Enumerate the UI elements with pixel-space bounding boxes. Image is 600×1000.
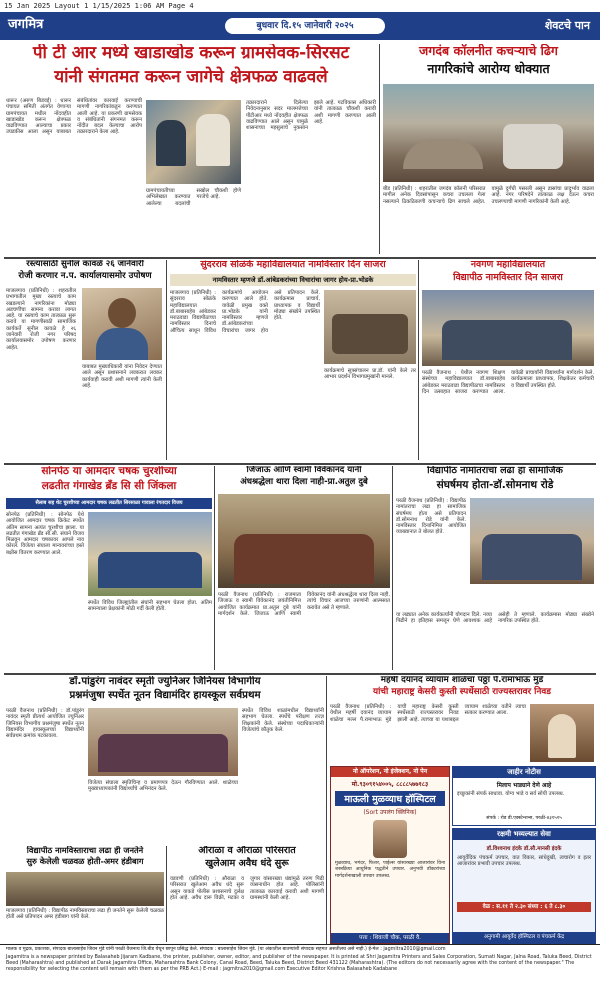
road-article: [6, 260, 164, 462]
namantar-photo: [6, 872, 164, 906]
hospital-name: माऊली मुळव्याध हॉस्पिटल: [335, 791, 445, 806]
clinic-ad: [452, 828, 596, 944]
garbage-photo: [383, 84, 594, 182]
aurala-headline-line-2: खुलेआम अवैध धंदे सुरू: [205, 858, 289, 869]
namantar-headline-line-1: विद्यापीठ नामविस्ताराचा लढा ही जनतेने: [26, 846, 144, 855]
navganath-headline-line-2: विद्यापीठ नामविस्तार दिन साजरा: [453, 272, 563, 283]
divider: [4, 673, 596, 675]
lead-body-left: धारूर (अरुण बिडवई) : धारूर पंचायत समिती अंतर्गत येणाऱ्या ग्रामपंचायत मधील नोंदवहीत खाडाखोड करून क्षेत्रफळ वाढविण्यात आल्याचा प्रकार उघडकीस आला असून याबाबत संबंधितांवर कारवाई करण्याची मागणी नागरिकांकडून करण्यात आली आहे. या प्रकरणी ग्रामसेवक व संबंधितांनी संगनमत करून नोंदीत बदल केल्याचा आरोप तक्रारदाराने केला आहे.: [6, 98, 142, 136]
sonpeth-body-left: सोनपेठ (प्रतिनिधी) : सोनपेठ येथे आयोजित आमदार चषक क्रिकेट स्पर्धेत अंतिम सामना अत्यंत चुरशीचा झाला. या लढतीत गंगाखेड ब्रँड सी.सी. संघाने विजय मिळवून आमदार चषकावर आपले नाव कोरले. विजेत्या संघाला मान्यवरांच्या हस्ते बक्षीस वितरण करण्यात आले.: [6, 512, 84, 556]
vidyapeeth-headline-line-2: संघर्षमय होता-डॉ.सोमनाथ रोडे: [436, 479, 554, 491]
masthead: [0, 12, 600, 40]
dayanand-article: [330, 676, 594, 764]
clinic-ad-footer: अनुगामी आयुर्वेद हॉस्पिटल व पंचकर्म केंद्र: [453, 932, 595, 943]
sundarrao-body: माजलगाव (प्रतिनिधी) : सुंदरराव सोळंके महाविद्यालयात डॉ.बाबासाहेब आंबेडकर मराठवाडा विद्यापीठाच्या नामविस्तार दिनाचे औचित्य साधून विविध कार्यक्रमांचे आयोजन करण्यात आले होते. यावेळी प्रमुख वक्ते प्रा.भोडके यांनी नामविस्तार म्हणजे डॉ.आंबेडकरांच्या विचारांचा जागर होय असे प्रतिपादन केले. कार्यक्रमास प्राचार्य, प्राध्यापक व विद्यार्थी मोठ्या संख्येने उपस्थित होते.: [170, 290, 320, 334]
vidyapeeth-body-right: या लढ्यात अनेक कार्यकर्त्यांनी योगदान दिले. नव्या पिढीने हा इतिहास समजून घेणे आवश्यक आहे असेही ते म्हणाले. कार्यक्रमास मोठ्या संख्येने नागरिक उपस्थित होते.: [396, 612, 594, 625]
hospital-subname: (Sort उपलंग क्लिनिक): [363, 809, 417, 816]
navandar-body-left: परळी वैजनाथ (प्रतिनिधी) : डॉ.पांडुरंग नावंदर स्मृती प्रीत्यर्थ आयोजित ज्युनिअर जिनियस विभागीय प्रश्नमंजुषा स्पर्धेत नूतन विद्यामंदिर हायस्कूलच्या विद्यार्थ्यांनी सर्वप्रथम क्रमांक पटकावला.: [6, 708, 84, 740]
page-file-line: 15 Jan 2025 Layout 1 1/15/2025 1:06 AM Page 4: [4, 2, 194, 10]
sonpeth-headline-line-2: लढतीत गंगाखेड ब्रँड सि सी जिंकला: [41, 480, 177, 492]
navganath-photo: [422, 290, 594, 366]
vidyapeeth-headline-line-1: विद्यापीठ नामांतराचा लढा हा सामाजिक: [427, 466, 563, 476]
imprint-english: Jagamitra is a newspaper printed by Balasaheb Jijaram Kadbane, the printer, publisher, owner, editor, and publisher of the newspaper. It is printed at Shri Jagamitra Printers and Sales Corporation, Sumati Nagar, Jalna Road, Taluka Beed, District Beed (Maharashtra) and published at Darak Jagamitra Office, Maharashtra Bank Colony, Canal Road, Beed, Taluka Beed, District Beed 431122 (Maharashtra). (The editors do not necessarily agree with the content of the newspaper." The responsibility for selecting the content will remain with them as per the PRB Act.) E-mail : jagmitra2010@gmail.com Executive Editor Krishna Balasaheb Kadabane: [6, 955, 592, 972]
divider: [4, 257, 596, 259]
vidyapeeth-article: [396, 466, 594, 672]
lead-headline-line-1: पी टी आर मध्ये खाडाखोड करून ग्रामसेवक-सिरसट: [32, 44, 350, 63]
navandar-article: [6, 676, 324, 844]
sale-ad: [452, 766, 596, 826]
hospital-tagline: नो ऑपरेशन, नो इंजेक्शन, नो पेन: [331, 767, 449, 777]
navandar-headline-line-1: डॉ.पांडुरंग नावंदर स्मृती ज्युनिअर जिनियस विभागीय: [69, 676, 261, 687]
sundarrao-headline: सुंदरराव सोळंके महाविद्यालयात नामविस्तार दिन साजरा: [200, 260, 386, 270]
vidyapeeth-body-left: परळी वैजनाथ (प्रतिनिधी) : विद्यापीठ नामांतराचा लढा हा सामाजिक संघर्षमय होता असे प्रतिपादन डॉ.सोमनाथ रोडे यांनी केले. नामविस्तार दिनानिमित्त आयोजित व्याख्यानात ते बोलत होते.: [396, 498, 466, 536]
clinic-ad-time: वेळ : स.११ ते २.३० संध्या : ६ ते ८.३०: [457, 902, 591, 912]
lead-photo: [146, 100, 241, 184]
namantar-headline-line-2: सुरु केलेली चळवळ होती-अमर हंडीबाग: [26, 856, 144, 866]
vidyapeeth-photo: [470, 498, 594, 584]
divider: [418, 260, 419, 460]
namantar-article: [6, 846, 164, 942]
divider: [166, 260, 167, 460]
lead-article: [6, 44, 376, 255]
imprint-marathi: मालक व मुद्रक, प्रकाशक, संपादक बालासाहेब जिवन मुंडे यांनी परळी वैजनाथ जि.बीड येथून छापून प्रसिद्ध केले. संपादक : बालासाहेब जिवन मुंडे. (या अंकातील बातम्यांशी संपादक सहमत असतीलच असे नाही.) ई-मेल : jagmitra2010@gmail.com: [6, 947, 446, 952]
road-person-photo: [82, 288, 162, 360]
jijau-photo: [218, 494, 390, 588]
hospital-ad: [330, 766, 450, 944]
aurala-headline-line-1: औराळा व औराळा परिसरात: [198, 846, 296, 856]
navganath-headline-line-1: नवगण महाविद्यालयात: [470, 260, 546, 270]
newspaper-logo: जगमित्र: [8, 17, 44, 32]
clinic-ad-title: रक्षमी भव्यल्यात सेवा: [453, 829, 595, 840]
navganath-article: [422, 260, 594, 462]
dayanand-body: परळी वैजनाथ (प्रतिनिधी) : येथील महर्षी दयानंद व्यायाम शाळेचा मल्ल पै.रामाभाऊ मुंडे याची महाराष्ट्र केसरी कुस्ती स्पर्धेसाठी राज्यस्तरावर निवड झाली आहे. त्याच्या या यशाबद्दल व्यायाम शाळेच्या वतीने त्याचा सत्कार करण्यात आला.: [330, 704, 526, 723]
sonpeth-body-right: स्पर्धेत विविध जिल्ह्यांतील संघांनी सहभाग घेतला होता. अंतिम सामन्याला प्रेक्षकांनी मोठी गर्दी केली होती.: [88, 600, 212, 613]
navandar-photo: [88, 708, 238, 776]
sundarrao-body-2: कार्यक्रमाचे सूत्रसंचालन प्रा.डॉ. यांनी केले तर आभार प्रदर्शन विभागप्रमुखांनी मानले.: [324, 368, 416, 381]
garbage-article: [383, 44, 594, 255]
sundarrao-photo: [324, 290, 416, 364]
lead-body-right: तक्रारदाराने दिलेल्या निवेदनानुसार सदर मालमत्तेच्या पीटीआर मध्ये नोंदवहीत क्षेत्रफळ वाढविण्यात आले असून यामुळे शासनाच्या महसुलाचे नुकसान झाले आहे. गटविकास अधिकारी यांनी तात्काळ चौकशी करावी अशी मागणी करण्यात आली आहे.: [246, 100, 376, 132]
sonpeth-strap: सैलाब सह थेट चुरशीच्या आमदार चषक लढतीत सिरसाळा गावाला रंगतदार विजय: [6, 498, 212, 509]
divider: [166, 846, 167, 942]
clinic-ad-body: आयुर्वेदिक पंचकर्म उपचार, वात विकार, सांधेदुखी, त्वचारोग व इतर आजारांवर प्रभावी उपचार उपलब्ध.: [457, 855, 591, 868]
divider: [379, 44, 380, 254]
divider: [326, 676, 327, 944]
dayanand-headline-line-2: यांची महाराष्ट्र केसरी कुस्ती स्पर्धेसाठी राज्यस्तरावर निवड: [373, 687, 551, 697]
road-headline-line-1: रस्त्यासाठी सुनील कावळे २६ जानेवारी: [26, 260, 144, 269]
issue-date: बुधवार दि.१५ जानेवारी २०२५: [225, 18, 385, 34]
page-label: शेवटचे पान: [544, 19, 590, 32]
lead-headline-line-2: यांनी संगतमत करून जागेचे क्षेत्रफळ वाढवले: [54, 67, 328, 87]
road-body-left: माजलगाव (प्रतिनिधी) : शहरातील प्रभागातील मुख्य रस्त्याचे काम रखडल्याने नागरिकांना मोठ्या अडचणींचा सामना करावा लागत आहे. या रस्त्याचे काम तात्काळ सुरू करावे या मागणीसाठी सामाजिक कार्यकर्ते सुनील कावळे हे २६ जानेवारी रोजी नगर परिषद कार्यालयासमोर उपोषण करणार आहेत.: [6, 288, 76, 351]
hospital-doctor-photo: [373, 820, 407, 858]
dayanand-headline-line-1: महर्षी दयानंद व्यायाम शाळेचा पठ्ठा पै.रामाभाऊ मुंडे: [380, 676, 544, 685]
hospital-address: पत्ता : शिवाजी चौक, परळी वै.: [331, 933, 449, 943]
sale-ad-title: जाहीर नोटीस: [453, 767, 595, 778]
jijau-headline-line-1: जिजाऊ आणि स्वामी विवेकानंद यांनी: [246, 466, 362, 475]
garbage-headline-line-2: नागरिकांचे आरोग्य धोक्यात: [427, 61, 550, 76]
namantar-body: माजलगाव (प्रतिनिधी) : विद्यापीठ नामविस्ताराचा लढा ही जनतेने सुरू केलेली चळवळ होती असे प्रतिपादन अमर हंडीबाग यांनी केले.: [6, 908, 164, 921]
divider: [392, 466, 393, 670]
clinic-ad-doctors: डॉ.विश्वनाथ इंदके डॉ.सौ.मानसी इंदके: [486, 846, 562, 852]
divider: [214, 466, 215, 670]
sale-ad-contact: संपर्क : रोड डी.एक्स्टेन्शन्स, परळी-४३१५१५: [486, 816, 562, 821]
road-headline-line-2: रोजी करणार न.प. कार्यालयासमोर उपोषण: [18, 271, 152, 281]
navandar-headline-line-2: प्रश्नमंजुषा स्पर्धेत नूतन विद्यामंदिर हायस्कूल सर्वप्रथम: [69, 690, 261, 701]
sonpeth-headline-line-1: सोनपेठ या आमदार चषक चुरशीच्या: [41, 466, 177, 477]
dayanand-photo: [530, 704, 594, 762]
hospital-phone: मो.९३०९१५४००५, ८८८८५७७१८३: [351, 781, 429, 788]
hospital-details: मुळव्याध, भगंदर, फिशर, पाईल्स यांसारख्या आजारांवर विना शस्त्रक्रिया आधुनिक पद्धतीने उपचार. अनुभवी डॉक्टरांच्या मार्गदर्शनाखाली उपचार उपलब्ध.: [335, 861, 445, 879]
aurala-body: वडवणी (प्रतिनिधी) : औराळा व परिसरात खुलेआम अवैध धंदे सुरू असून याकडे पोलीस प्रशासनाचे दुर्लक्ष होत आहे. अवैध दारू विक्री, मटका व जुगार यांसारख्या धंद्यांमुळे तरुण पिढी व्यसनाधीन होत आहे. पोलिसांनी तात्काळ कारवाई करावी अशी मागणी ग्रामस्थांनी केली आहे.: [170, 876, 324, 901]
navandar-body-mid: विजेत्या संघाला स्मृतिचिन्ह व प्रमाणपत्र देऊन गौरविण्यात आले. शाळेच्या मुख्याध्यापकांनी विद्यार्थ्यांचे अभिनंदन केले.: [88, 780, 238, 793]
jijau-body: परळी वैजनाथ (प्रतिनिधी) : राजमाता जिजाऊ व स्वामी विवेकानंद जयंतीनिमित्त आयोजित कार्यक्रमात प्रा.अतुल दुबे यांनी मार्गदर्शन केले. जिजाऊ आणि स्वामी विवेकानंद यांनी अंधश्रद्धेला थारा दिला नाही, त्यांचे विचार आजच्या तरुणांनी आत्मसात करावेत असे ते म्हणाले.: [218, 592, 390, 617]
sonpeth-article: [6, 466, 212, 672]
jijau-headline-line-2: अंधश्रद्धेला थारा दिला नाही-प्रा.अतुल दुबे: [240, 477, 368, 487]
sundarrao-article: [170, 260, 416, 462]
sale-ad-body: इच्छुकांनी संपर्क साधावा. योग्य भाडे व सर्व सोयी उपलब्ध.: [457, 791, 565, 797]
garbage-headline-line-1: जगदंब कॉलनीत कचऱ्याचे ढिग: [419, 44, 558, 58]
sundarrao-subheadline: नामविस्तार म्हणजे डॉ.आंबेडकरांच्या विचारांचा जागर होय-प्रा.भोडके: [170, 274, 416, 286]
sale-ad-line: मिलाप भाड्याने देणे आहे: [496, 782, 552, 789]
navandar-body-right: स्पर्धेत विविध शाळांमधील विद्यार्थ्यांनी सहभाग घेतला. स्पर्धेचे परीक्षण तज्ज्ञ शिक्षकांनी केले. संस्थेच्या पदाधिकाऱ्यांनी विजेत्यांचे कौतुक केले.: [242, 708, 324, 733]
sonpeth-photo: [88, 512, 212, 596]
divider: [4, 463, 596, 465]
navganath-body: परळी वैजनाथ : येथील नवगण शिक्षण संस्थेच्या महाविद्यालयात डॉ.बाबासाहेब आंबेडकर मराठवाडा विद्यापीठाचा नामविस्तार दिन उत्साहात साजरा करण्यात आला. यावेळी प्राचार्यांनी विद्यार्थ्यांना मार्गदर्शन केले. कार्यक्रमाला प्राध्यापक, शिक्षकेतर कर्मचारी व विद्यार्थी उपस्थित होते.: [422, 370, 594, 395]
lead-body-bottom: ग्रामपंचायतीच्या अभिलेखात करण्यात आलेल्या बदलांची सखोल चौकशी होणे गरजेचे आहे.: [146, 188, 241, 207]
road-body-right: याबाबत मुख्याधिकारी यांना निवेदन देण्यात आले असून प्रशासनाने लवकरात लवकर कार्यवाही करावी अशी मागणी त्यांनी केली आहे.: [82, 364, 162, 389]
garbage-body: बीड (प्रतिनिधी) : शहरातील जगदंब कॉलनी परिसरात मागील अनेक दिवसांपासून कचरा उचलला गेला नसल्याने ठिकठिकाणी कचऱ्याचे ढिग साचले आहेत. यामुळे दुर्गंधी पसरली असून डासांचा प्रादुर्भाव वाढला आहे. नगर परिषदेने तात्काळ लक्ष देऊन कचरा उचलण्याची मागणी नागरिकांनी केली आहे.: [383, 186, 594, 205]
jijau-article: [218, 466, 390, 672]
imprint-footer: [0, 944, 600, 1000]
aurala-article: [170, 846, 324, 942]
